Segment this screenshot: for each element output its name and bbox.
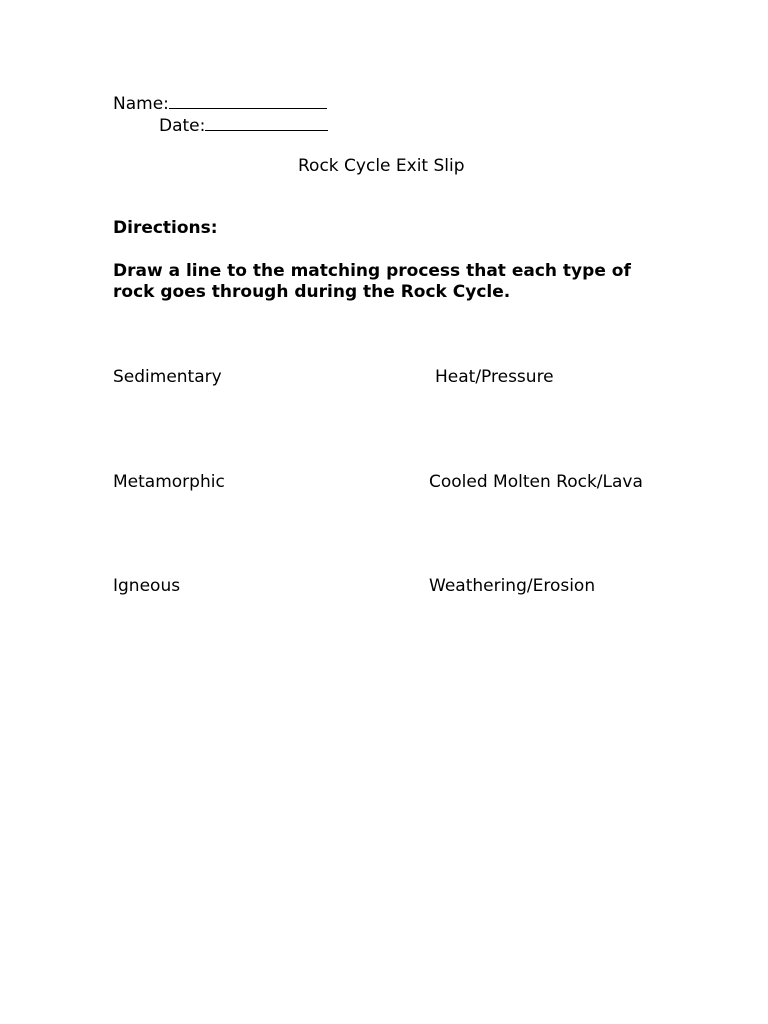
directions-line-2: rock goes through during the Rock Cycle. [113, 282, 511, 302]
process-cooled-molten-rock: Cooled Molten Rock/Lava [429, 472, 643, 492]
rock-type-metamorphic: Metamorphic [113, 472, 225, 492]
process-heat-pressure: Heat/Pressure [435, 367, 554, 387]
directions-text [113, 261, 673, 303]
rock-type-sedimentary: Sedimentary [113, 367, 222, 387]
name-label: Name: [113, 94, 169, 114]
date-field [159, 114, 328, 137]
name-field [113, 92, 327, 115]
date-blank [205, 114, 328, 131]
rock-type-igneous: Igneous [113, 576, 181, 596]
directions-line-1: Draw a line to the matching process that each type of [113, 261, 631, 281]
page-title: Rock Cycle Exit Slip [298, 156, 465, 176]
process-weathering-erosion: Weathering/Erosion [429, 576, 596, 596]
name-blank [169, 92, 327, 109]
date-label: Date: [159, 116, 206, 136]
directions-heading: Directions: [113, 218, 218, 238]
